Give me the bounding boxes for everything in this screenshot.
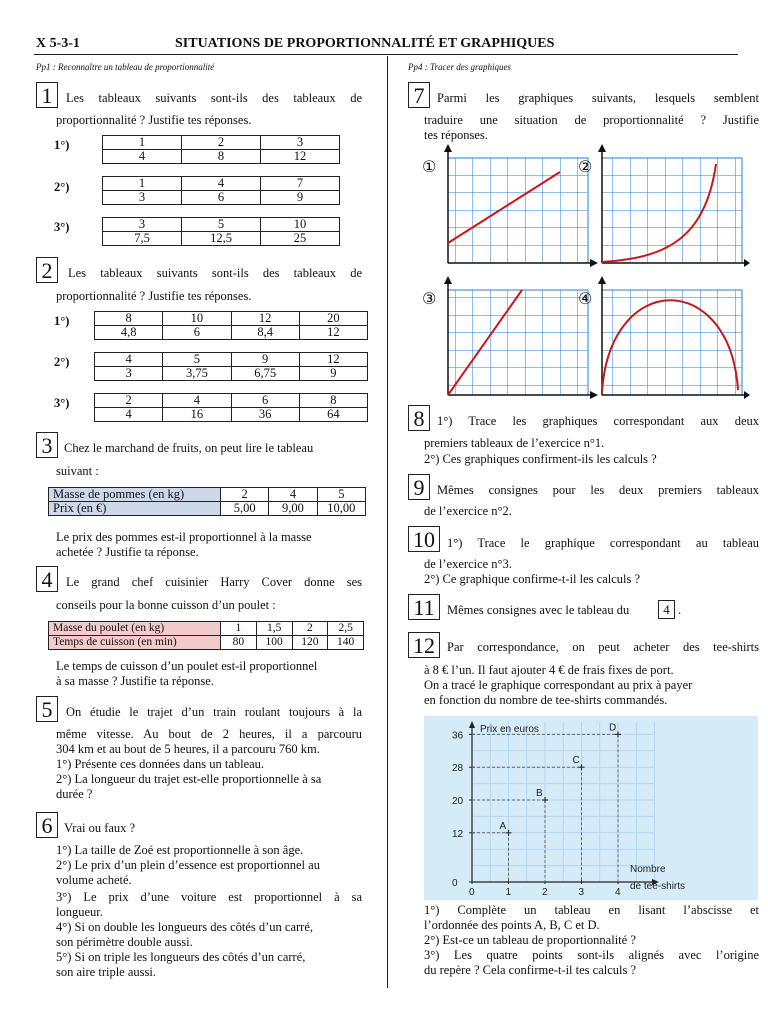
x-tick-label: 1: [505, 887, 512, 898]
table-cell: 80: [221, 636, 257, 650]
exercise-number-11: 11: [408, 594, 440, 620]
ex8-text-2: premiers tableaux de l’exercice n°1.: [424, 436, 605, 450]
ex3-text-1: Chez le marchand de fruits, on peut lire le tableau: [64, 441, 314, 455]
table-cell: 8: [182, 150, 261, 164]
exercise-number-10: 10: [408, 526, 440, 552]
table-row: [49, 502, 366, 516]
table-cell: 12: [231, 312, 299, 326]
ex9-text-1: Mêmes consignes pour les deux premiers tableaux: [437, 483, 759, 497]
table-cell: 7,5: [103, 232, 182, 246]
table-cell: 6,75: [231, 367, 299, 381]
exercise-number-2: 2: [36, 257, 58, 283]
table-cell: 2: [182, 136, 261, 150]
ex11-text-1: Mêmes consignes avec le tableau du: [447, 603, 630, 617]
graph-x-axis-label-1: Nombre: [630, 864, 666, 875]
left-subtitle: Pp1 : Reconnaître un tableau de proportionnalité: [36, 62, 215, 72]
ex10-text-2: de l’exercice n°3.: [424, 557, 512, 571]
table-cell: 20: [299, 312, 367, 326]
ex4-table: [48, 621, 364, 650]
table-row: [95, 312, 368, 326]
table-cell: 4: [95, 353, 163, 367]
x-tick-label: 3: [578, 887, 585, 898]
ex5-text-5: 2°) La longueur du trajet est-elle proportionnelle à sa: [56, 772, 322, 786]
tee-shirt-graph: [424, 716, 758, 900]
table-cell: 120: [292, 636, 328, 650]
page-title: SITUATIONS DE PROPORTIONNALITÉ ET GRAPHIQUES: [175, 36, 555, 51]
ex2-label-2: 2°): [54, 355, 70, 369]
table-cell: 1: [221, 622, 257, 636]
table-row: [103, 136, 340, 150]
table-cell: 6: [182, 191, 261, 205]
ex6-item-3: 3°) Le prix d’une voiture est proportionnel à sa: [56, 890, 362, 904]
table-cell: 1,5: [256, 622, 292, 636]
table-header-cell: Masse du poulet (en kg): [49, 622, 221, 636]
table-cell: 100: [256, 636, 292, 650]
table-cell: 16: [163, 408, 231, 422]
ex6-item-5: 5°) Si on triple les longueurs des côtés d’un carré,: [56, 950, 306, 964]
table-cell: 2: [292, 622, 328, 636]
graph-1: [422, 144, 598, 267]
ex7-text-2: traduire une situation de proportionnalité ? Justifie: [424, 113, 759, 127]
table-cell: 3: [103, 218, 182, 232]
exercise-number-9: 9: [408, 474, 430, 500]
graph-background: [424, 716, 758, 900]
graph-4: [578, 276, 750, 399]
ex3-question-2: achetée ? Justifie ta réponse.: [56, 545, 199, 559]
ex2-label-3: 3°): [54, 396, 70, 410]
table-cell: 3: [261, 136, 340, 150]
exercise-number-5: 5: [36, 696, 58, 722]
ex5-text-4: 1°) Présente ces données dans un tableau.: [56, 757, 265, 771]
table-cell: 4: [95, 408, 163, 422]
point-label: C: [572, 755, 580, 767]
table-cell: 12,5: [182, 232, 261, 246]
ex2-table-3: [94, 393, 368, 422]
table-cell: 6: [231, 394, 299, 408]
ex4-question-1: Le temps de cuisson d’un poulet est-il proportionnel: [56, 659, 318, 673]
table-cell: 2: [221, 488, 269, 502]
ex1-label-2: 2°): [54, 180, 70, 194]
table-cell: 5,00: [221, 502, 269, 516]
ex7-text-1: Parmi les graphiques suivants, lesquels semblent: [437, 91, 759, 105]
table-header-cell: Prix (en €): [49, 502, 221, 516]
ex7-graphs: [420, 140, 750, 402]
table-cell: 5: [317, 488, 365, 502]
ex6-item-4b: son périmètre double aussi.: [56, 935, 193, 949]
y-tick-label: 0: [452, 878, 458, 889]
table-row: [103, 232, 340, 246]
ex6-text-1: Vrai ou faux ?: [64, 821, 136, 835]
ex10-text-1: 1°) Trace le graphique correspondant au tableau: [447, 536, 759, 550]
graph-3-label: ③: [422, 291, 437, 308]
ex1-table-2: [102, 176, 340, 205]
ex11-ref-box: 4: [658, 600, 675, 619]
table-row: [95, 408, 368, 422]
ex2-table-1: [94, 311, 368, 340]
table-cell: 1: [103, 136, 182, 150]
ex1-table-3: [102, 217, 340, 246]
table-row: [103, 177, 340, 191]
graph-1-label: ①: [422, 159, 437, 176]
y-tick-label: 20: [452, 796, 464, 807]
ex8-text-1: 1°) Trace les graphiques correspondant aux deux: [437, 414, 759, 428]
ex1-table-1: [102, 135, 340, 164]
right-subtitle: Pp4 : Tracer des graphiques: [408, 62, 511, 72]
point-label: A: [499, 820, 507, 832]
ex3-question-1: Le prix des pommes est-il proportionnel à la masse: [56, 530, 312, 544]
column-divider: [387, 56, 388, 988]
ex12-text-4: en fonction du nombre de tee-shirts commandés.: [424, 693, 668, 707]
table-cell: 3,75: [163, 367, 231, 381]
ex12-text-1: Par correspondance, on peut acheter des tee-shirts: [447, 640, 759, 654]
ex5-text-1: On étudie le trajet d’un train roulant toujours à la: [66, 705, 362, 719]
table-cell: 4: [163, 394, 231, 408]
ex12-question-3a: 3°) Les quatre points sont-ils alignés avec l’origine: [424, 948, 759, 962]
table-cell: 4: [269, 488, 317, 502]
x-tick-label: 2: [542, 887, 548, 898]
graph-2: [578, 144, 750, 267]
ex4-question-2: à sa masse ? Justifie ta réponse.: [56, 674, 214, 688]
table-cell: 12: [299, 326, 367, 340]
ex8-text-3: 2°) Ces graphiques confirment-ils les calculs ?: [424, 452, 657, 466]
ex1-label-1: 1°): [54, 138, 70, 152]
ex6-item-4: 4°) Si on double les longueurs des côtés d’un carré,: [56, 920, 314, 934]
exercise-number-3: 3: [36, 432, 58, 458]
exercise-number-12: 12: [408, 632, 440, 658]
ex10-text-3: 2°) Ce graphique confirme-t-il les calculs ?: [424, 572, 641, 586]
x-tick-label: 0: [469, 887, 475, 898]
x-tick-label: 4: [615, 887, 621, 898]
ex6-item-2b: volume acheté.: [56, 873, 132, 887]
header-rule: [34, 54, 738, 55]
graph-x-axis-label-2: de tee-shirts: [630, 881, 686, 892]
table-cell: 4: [103, 150, 182, 164]
table-cell: 140: [328, 636, 364, 650]
table-row: [49, 622, 364, 636]
table-cell: 8,4: [231, 326, 299, 340]
y-tick-label: 36: [452, 730, 464, 742]
graph-3: [422, 276, 598, 399]
point-label: B: [536, 788, 543, 799]
ex12-question-1a: 1°) Complète un tableau en lisant l’abscisse et: [424, 903, 759, 917]
ex6-item-3b: longueur.: [56, 905, 103, 919]
table-cell: 5: [182, 218, 261, 232]
table-cell: 5: [163, 353, 231, 367]
table-cell: 2,5: [328, 622, 364, 636]
table-row: [95, 353, 368, 367]
table-cell: 36: [231, 408, 299, 422]
table-cell: 8: [299, 394, 367, 408]
ex5-text-3: 304 km et au bout de 5 heures, il a parcouru 760 km.: [56, 742, 320, 756]
table-cell: 3: [95, 367, 163, 381]
table-cell: 2: [95, 394, 163, 408]
exercise-code: X 5-3-1: [36, 36, 80, 51]
ex4-text-2: conseils pour la bonne cuisson d’un poulet :: [56, 598, 276, 612]
table-cell: 3: [103, 191, 182, 205]
ex12-text-3: On a tracé le graphique correspondant au prix à payer: [424, 678, 693, 692]
ex2-text-2: proportionnalité ? Justifie tes réponses.: [56, 289, 252, 303]
table-row: [103, 191, 340, 205]
table-row: [103, 218, 340, 232]
table-cell: 25: [261, 232, 340, 246]
table-row: [49, 636, 364, 650]
ex2-text-1: Les tableaux suivants sont-ils des tableaux de: [68, 266, 362, 280]
exercise-number-1: 1: [36, 82, 58, 108]
ex6-item-1: 1°) La taille de Zoé est proportionnelle à son âge.: [56, 843, 304, 857]
table-cell: 12: [261, 150, 340, 164]
ex6-item-5b: son aire triple aussi.: [56, 965, 156, 979]
ex12-text-2: à 8 € l’un. Il faut ajouter 4 € de frais fixes de port.: [424, 663, 674, 677]
ex3-text-2: suivant :: [56, 464, 99, 478]
exercise-number-6: 6: [36, 812, 58, 838]
graph-4-label: ④: [578, 291, 593, 308]
table-cell: 1: [103, 177, 182, 191]
table-cell: 6: [163, 326, 231, 340]
ex6-item-2: 2°) Le prix d’un plein d’essence est proportionnel au: [56, 858, 320, 872]
ex4-text-1: Le grand chef cuisinier Harry Cover donne ses: [66, 575, 362, 589]
y-tick-label: 12: [452, 828, 464, 840]
graph-2-label: ②: [578, 159, 593, 176]
table-cell: 7: [261, 177, 340, 191]
ex7-text-3: tes réponses.: [424, 128, 488, 142]
table-cell: 4,8: [95, 326, 163, 340]
point-label: D: [609, 722, 617, 734]
y-tick-label: 28: [452, 763, 464, 775]
ex12-question-1b: l’ordonnée des points A, B, C et D.: [424, 918, 600, 932]
ex5-text-2: même vitesse. Au bout de 2 heures, il a parcouru: [56, 727, 362, 741]
exercise-number-7: 7: [408, 82, 430, 108]
table-cell: 10: [163, 312, 231, 326]
ex12-question-2: 2°) Est-ce un tableau de proportionnalité ?: [424, 933, 636, 947]
table-row: [49, 488, 366, 502]
table-row: [95, 367, 368, 381]
table-cell: 9: [231, 353, 299, 367]
table-header-cell: Temps de cuisson (en min): [49, 636, 221, 650]
ex2-label-1: 1°): [54, 314, 70, 328]
table-cell: 9: [261, 191, 340, 205]
ex9-text-2: de l’exercice n°2.: [424, 504, 512, 518]
ex3-table: [48, 487, 366, 516]
exercise-number-4: 4: [36, 566, 58, 592]
ex1-label-3: 3°): [54, 220, 70, 234]
table-cell: 9: [299, 367, 367, 381]
table-cell: 8: [95, 312, 163, 326]
table-cell: 10,00: [317, 502, 365, 516]
table-cell: 9,00: [269, 502, 317, 516]
ex1-text-1: Les tableaux suivants sont-ils des tableaux de: [66, 91, 362, 105]
ex5-text-6: durée ?: [56, 787, 93, 801]
table-header-cell: Masse de pommes (en kg): [49, 488, 221, 502]
ex12-question-3b: du repère ? Cela confirme-t-il tes calculs ?: [424, 963, 637, 977]
table-cell: 64: [299, 408, 367, 422]
table-cell: 4: [182, 177, 261, 191]
ex2-table-2: [94, 352, 368, 381]
graph-y-axis-label: Prix en euros: [480, 724, 539, 735]
table-cell: 12: [299, 353, 367, 367]
table-row: [103, 150, 340, 164]
ex11-end: .: [678, 603, 682, 617]
exercise-number-8: 8: [408, 405, 430, 431]
ex1-text-2: proportionnalité ? Justifie tes réponses.: [56, 113, 252, 127]
table-row: [95, 394, 368, 408]
table-row: [95, 326, 368, 340]
table-cell: 10: [261, 218, 340, 232]
